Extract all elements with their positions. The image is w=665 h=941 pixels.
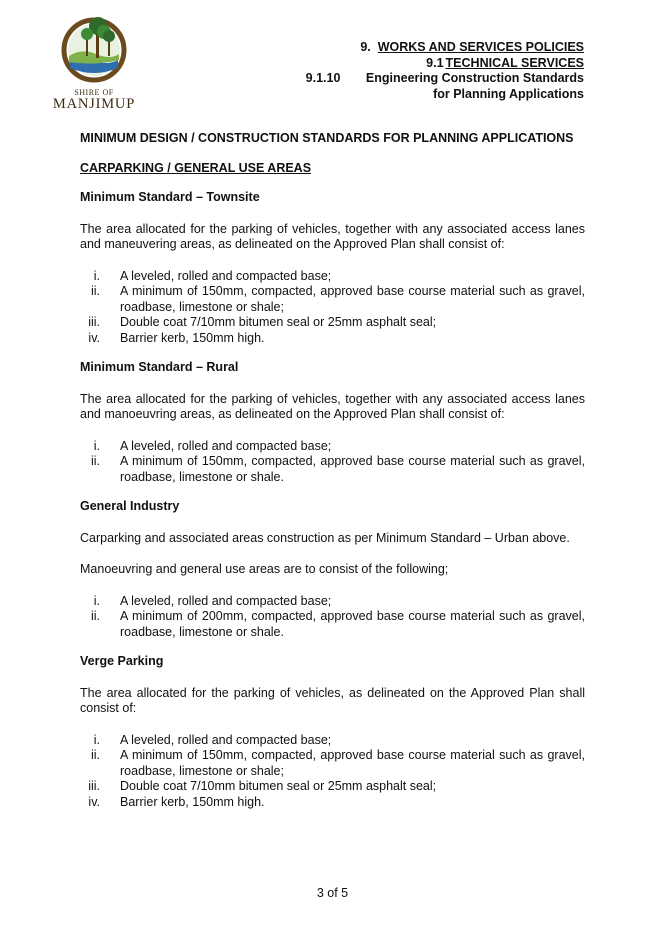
- list-item: i. A leveled, rolled and compacted base;: [93, 593, 332, 608]
- section-heading: General Industry: [80, 499, 180, 513]
- section-paragraph-2: Manoeuvring and general use areas are to consist of the following;: [80, 562, 449, 576]
- page-title: MINIMUM DESIGN / CONSTRUCTION STANDARDS FOR PLANNING APPLICATIONS: [80, 131, 574, 145]
- section-heading: Verge Parking: [80, 654, 164, 668]
- document-header: [306, 40, 584, 102]
- section-heading: Minimum Standard – Rural: [80, 360, 239, 374]
- header-line-2: [306, 56, 584, 72]
- shire-logo: [52, 10, 136, 110]
- list-item: i. A leveled, rolled and compacted base;: [93, 268, 332, 283]
- list-item: ii. A minimum of 150mm, compacted, approved base course material such as gravel, roadbase, limestone or shale;: [90, 284, 585, 314]
- logo-line-1: SHIRE OF: [74, 88, 114, 97]
- section-subheading: CARPARKING / GENERAL USE AREAS: [80, 160, 312, 175]
- page-number: 3 of 5: [316, 886, 349, 900]
- requirements-list: [80, 733, 585, 811]
- header-text-1: WORKS AND SERVICES POLICIES: [377, 40, 584, 54]
- list-item: ii. A minimum of 150mm, compacted, approved base course material such as gravel, roadbase, limestone or shale.: [90, 454, 585, 484]
- shire-emblem-icon: [52, 10, 136, 90]
- header-num-2: 9.1: [426, 55, 444, 70]
- section-paragraph: The area allocated for the parking of vehicles, together with any associated access lanes and maneuvering areas, as delineated on the Approved Plan shall consist of:: [80, 221, 585, 251]
- list-item: iii. Double coat 7/10mm bitumen seal or 25mm asphalt seal;: [88, 315, 437, 329]
- list-item: i. A leveled, rolled and compacted base;: [93, 732, 332, 747]
- list-item: iv. Barrier kerb, 150mm high.: [88, 330, 265, 345]
- section-heading: Minimum Standard – Townsite: [80, 190, 260, 204]
- list-item: i. A leveled, rolled and compacted base;: [93, 438, 332, 453]
- list-item: iv. Barrier kerb, 150mm high.: [88, 794, 265, 809]
- header-line-3: [306, 71, 584, 87]
- header-text-3: Engineering Construction Standards: [365, 71, 584, 85]
- requirements-list: [80, 269, 585, 347]
- requirements-list: [80, 594, 585, 641]
- header-num-3: 9.1.10: [305, 71, 341, 85]
- list-item: iii. Double coat 7/10mm bitumen seal or 25mm asphalt seal;: [88, 779, 437, 793]
- section-paragraph: The area allocated for the parking of vehicles, as delineated on the Approved Plan shall consist of:: [80, 685, 585, 715]
- section-paragraph: The area allocated for the parking of vehicles, together with any associated access lanes and manoeuvring areas, as delineated on the Approved Plan shall consist of:: [80, 391, 585, 421]
- list-item: ii. A minimum of 200mm, compacted, approved base course material such as gravel, roadbase, limestone or shale.: [90, 609, 585, 639]
- header-num-1: 9.: [360, 40, 371, 54]
- header-line-1: [306, 40, 584, 56]
- list-item: ii. A minimum of 150mm, compacted, approved base course material such as gravel, roadbase, limestone or shale;: [90, 748, 585, 778]
- header-text-2: TECHNICAL SERVICES: [445, 55, 584, 70]
- document-body: [80, 131, 585, 810]
- section-paragraph: Carparking and associated areas construction as per Minimum Standard – Urban above.: [80, 530, 570, 545]
- logo-line-2: MANJIMUP: [52, 96, 136, 112]
- requirements-list: [80, 439, 585, 486]
- header-line-4: for Planning Applications: [433, 86, 584, 101]
